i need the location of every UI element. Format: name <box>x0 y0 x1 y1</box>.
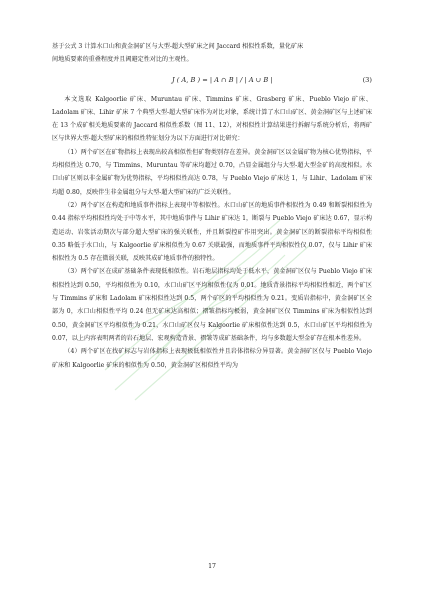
paragraph-method: 本文选取 Kalgoorlie 矿床、Muruntau 矿床、Timmins 矿床、Grasberg 矿床、Pueblo Viejo 矿床、Ladolam 矿床、Lihir 矿床 7 个典型大型-超大型矿床作为对比对象，系统计算了水口山矿区、黄金洞矿区与上述矿床在 13 个成矿相关地质要素的 Jaccard 相似性系数（图 11、12），对相似性计算结果进行拆解与系统分析后，将两矿区与世界大型-超大型矿床的相似性特征划分为以下方面进行对比研究： <box>52 95 372 143</box>
jaccard-formula: J ( A, B ) = | A ∩ B | / | A ∪ B | <box>172 75 273 84</box>
paragraph-structure: （2）两个矿区在构造和地质事件指标上表现中等相似性。水口山矿区的地质事件相似性为 0.49 和断裂相似性为 0.44 指标平均相似性均处于中等水平，其中地质事件与 Lihir 矿床达 1，断裂与 Pueblo Viejo 矿床达 0.67，显示构造运动、岩浆活动期次与部分超大型矿床的强关联性，并且断裂控矿作用突出。黄金洞矿区的断裂指标平均相似性 0.35 略低于水口山，与 Kalgoorlie 矿床相似性为 0.67 关联最强，而地质事件平均相似性仅 0.07，仅与 Lihir 矿床相似性为 0.5 存在微弱关联，反映其成矿地质事件的独特性。 <box>52 201 372 263</box>
equation-number: (3) <box>362 75 372 84</box>
intro-line-1: 基于公式 3 计算水口山和黄金洞矿区与大型-超大型矿床之间 Jaccard 相似性系数，量化矿床 <box>52 43 304 50</box>
formula-row <box>52 67 372 93</box>
intro-line-2: 间地质要素的重叠程度并且阈避定性对比的主观性。 <box>52 56 193 64</box>
paragraph-indicators: （4）两个矿区在找矿标志与岩体指标上表现极低相似性并且岩体指标分异显著。黄金洞矿区仅与 Pueblo Viejo 矿床和 Kalgoorlie 矿床的相似性为 0.50，黄金洞矿区相似性平均为 <box>52 348 372 369</box>
page-number: 17 <box>208 563 216 570</box>
paragraph-basis: （3）两个矿区在成矿基础条件表现低相似性。岩石地层指标均处于低水平，黄金洞矿区仅与 Pueblo Viejo 矿床相似性达到 0.50，平均相似性为 0.10，水口山矿区平均相似性仅为 0.01。地质背景指标平均相似性相近，两个矿区与 Timmins 矿床和 Ladolam 矿床相似性达到 0.5，两个矿区的平均相似性为 0.21。变质岩指标中，黄金洞矿区全部为 0，水口山相似性平均 0.24 但无矿床达高相似；褶皱指标均极弱，黄金洞矿区仅 Timmins 矿床为相似性达到 0.50，黄金洞矿区平均相似性为 0.21，水口山矿区仅与 Kalgoorlie 矿床相似性达到 0.5，水口山矿区平均相似性为 0.07，以上内容表明两者的岩石地层、宏观构造背景、褶皱等成矿基础条件，均与多数超大型金矿存在根本性差异。 <box>52 268 372 342</box>
paragraph-mineral: （1）两个矿区在矿物指标上表现出较高相似性但矿物类别存在差异。黄金洞矿区以金属矿物为核心优势指标，平均相似性达 0.70，与 Timmins、Muruntau 等矿床均超过 0.70，凸显金属组分与大型-超大型金矿的高度相似。水口山矿区则以非金属矿物为优势指标，平均相似性高达 0.78，与 Pueblo Viejo 矿床达 1，与 Lihir、Ladolam 矿床均超 0.80，反映伴生非金属组分与大型-超大型矿床的广泛关联性。 <box>52 148 372 196</box>
body-text <box>52 40 372 372</box>
